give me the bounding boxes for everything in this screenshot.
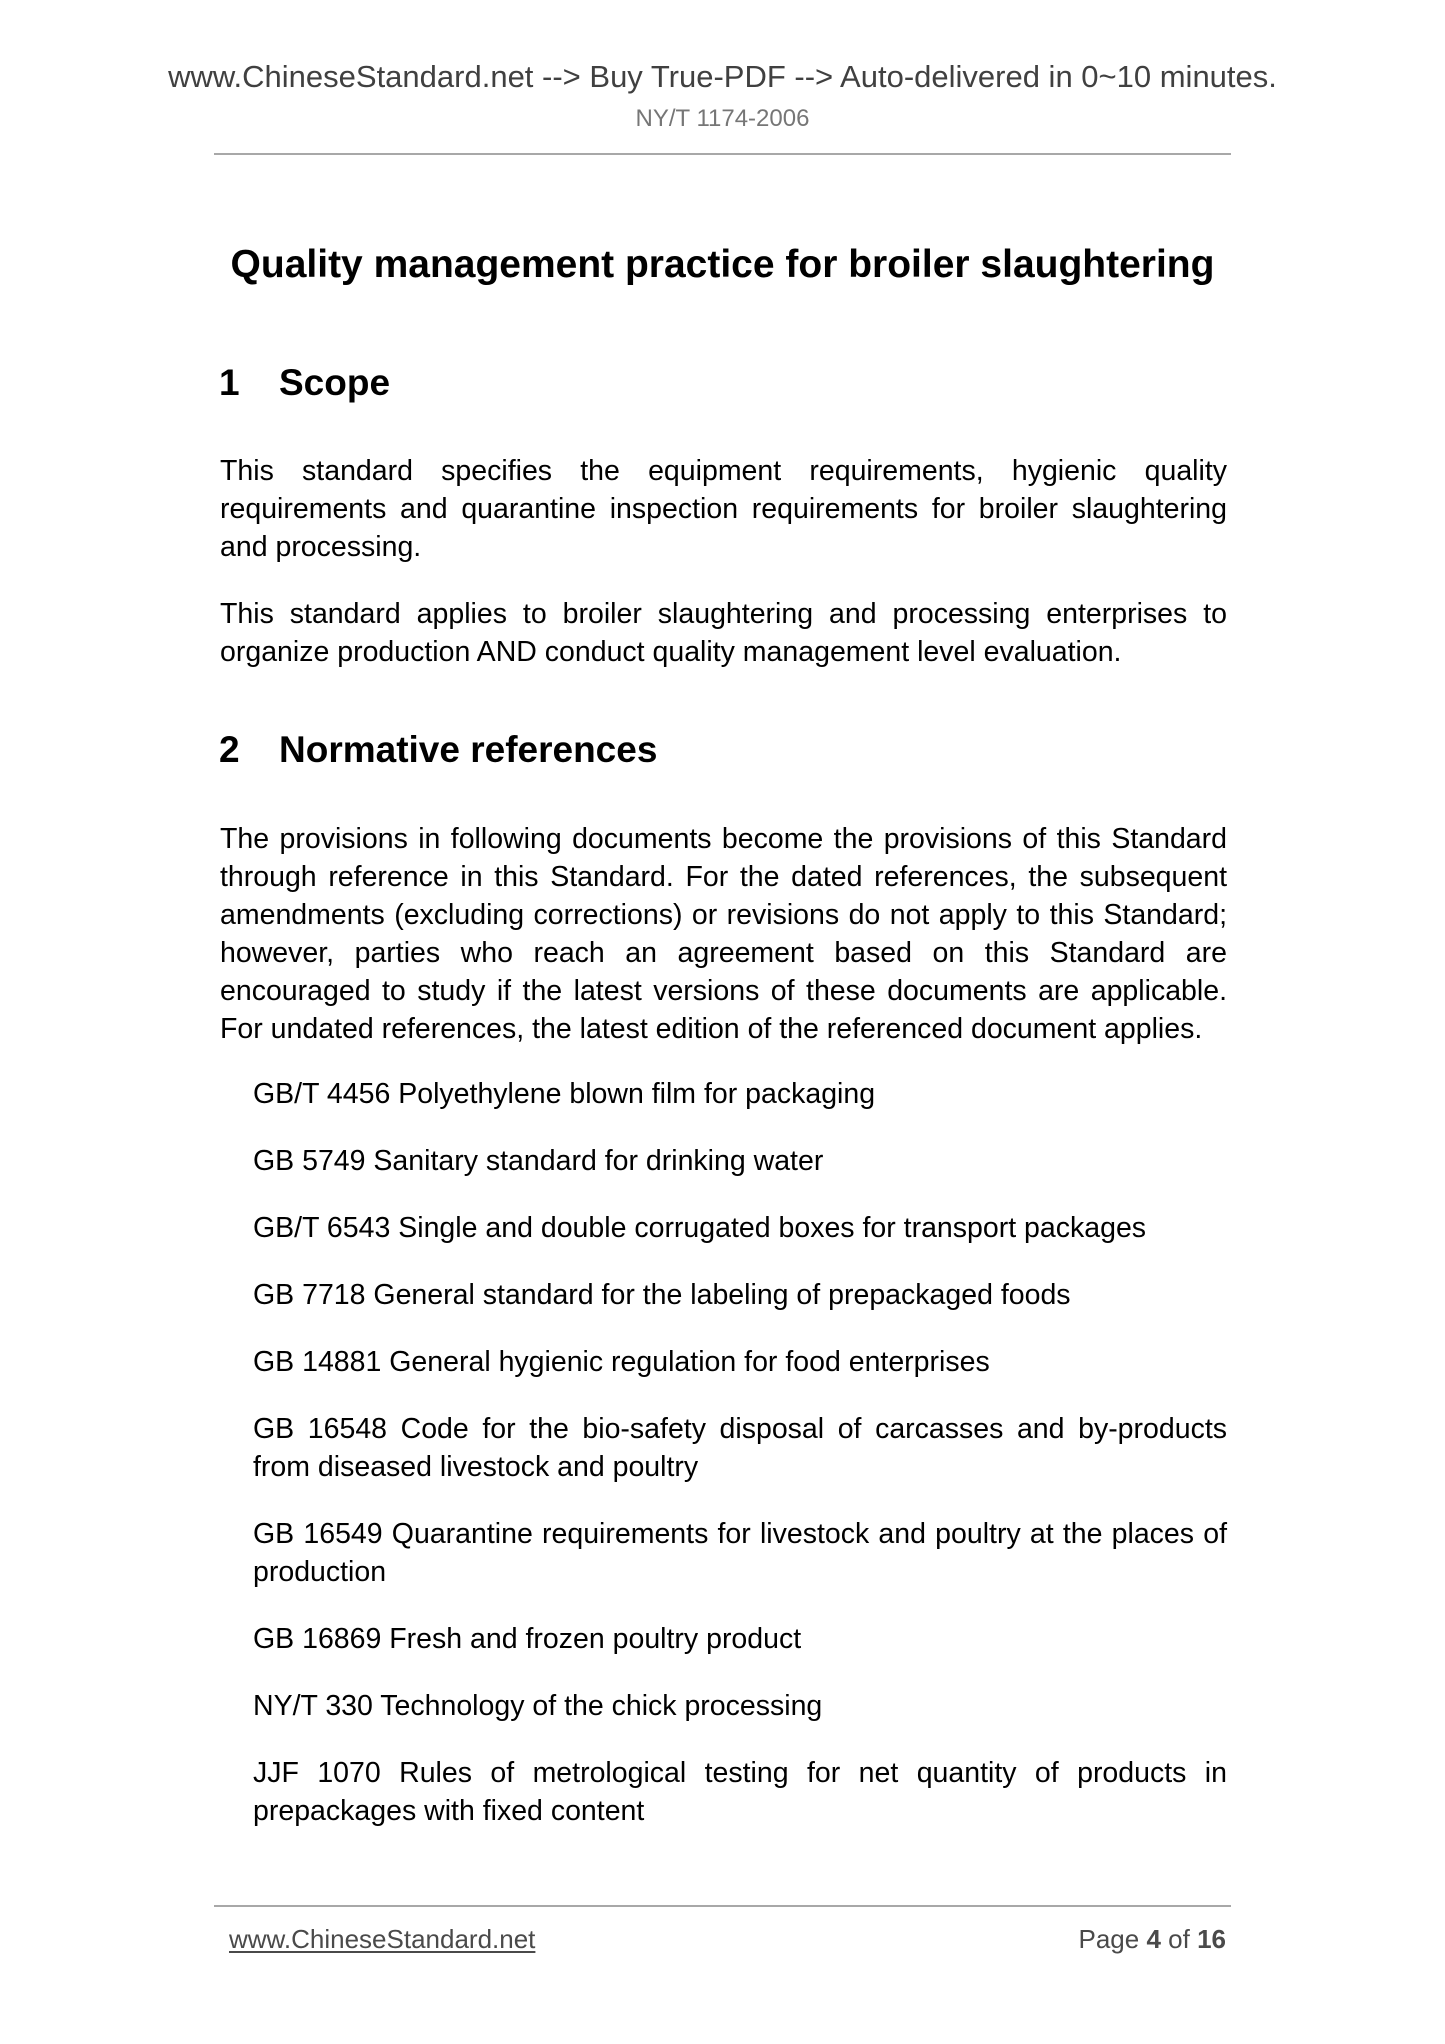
section-title: Scope — [279, 362, 391, 403]
reference-item: NY/T 330 Technology of the chick processing — [253, 1690, 823, 1722]
page-of: of — [1168, 1924, 1190, 1954]
reference-item: GB 14881 General hygienic regulation for food enterprises — [253, 1346, 990, 1378]
section-number: 1 — [219, 362, 240, 403]
reference-item: GB 16869 Fresh and frozen poultry product — [253, 1623, 802, 1655]
reference-item: JJF 1070 Rules of metrological testing for net quantity of products in prepackages with fixed content — [253, 1757, 1227, 1827]
section-title: Normative references — [279, 729, 658, 770]
reference-item: GB/T 6543 Single and double corrugated boxes for transport packages — [253, 1212, 1147, 1244]
standard-code: NY/T 1174-2006 — [635, 105, 810, 132]
section-heading-normative-references — [219, 727, 657, 773]
scope-paragraph-1: This standard specifies the equipment requirements, hygienic quality requirements and quarantine inspection requirements for broiler slaughtering and processing. — [220, 455, 1227, 563]
reference-item: GB 16548 Code for the bio-safety disposal of carcasses and by-products from diseased livestock and poultry — [253, 1413, 1227, 1483]
reference-item: GB 5749 Sanitary standard for drinking water — [253, 1145, 824, 1177]
header-divider — [214, 153, 1231, 155]
scope-paragraph-2: This standard applies to broiler slaughtering and processing enterprises to organize production AND conduct quality management level evaluation. — [220, 598, 1227, 668]
page-prefix: Page — [1078, 1924, 1140, 1954]
normative-references-paragraph: The provisions in following documents become the provisions of this Standard through reference in this Standard. For the dated references, the subsequent amendments (excluding corrections) or revisions do not apply to this Standard; however, parties who reach an agreement based on this Standard are encouraged to study if the latest versions of these documents are applicable. For undated references, the latest edition of the referenced document applies. — [220, 823, 1227, 1045]
reference-item: GB/T 4456 Polyethylene blown film for packaging — [253, 1078, 876, 1110]
footer-divider — [214, 1905, 1231, 1907]
section-number: 2 — [219, 729, 240, 770]
footer-site-link[interactable]: www.ChineseStandard.net — [229, 1924, 536, 1954]
section-heading-scope — [219, 360, 390, 406]
page-indicator — [1078, 1922, 1226, 1956]
page-total: 16 — [1197, 1924, 1226, 1954]
document-title: Quality management practice for broiler slaughtering — [230, 243, 1215, 286]
page-current: 4 — [1146, 1924, 1161, 1954]
reference-item: GB 16549 Quarantine requirements for livestock and poultry at the places of production — [253, 1518, 1227, 1588]
header-banner: www.ChineseStandard.net --> Buy True-PDF --> Auto-delivered in 0~10 minutes. — [168, 59, 1277, 94]
reference-item: GB 7718 General standard for the labeling of prepackaged foods — [253, 1279, 1071, 1311]
reference-list — [253, 1075, 1227, 1859]
